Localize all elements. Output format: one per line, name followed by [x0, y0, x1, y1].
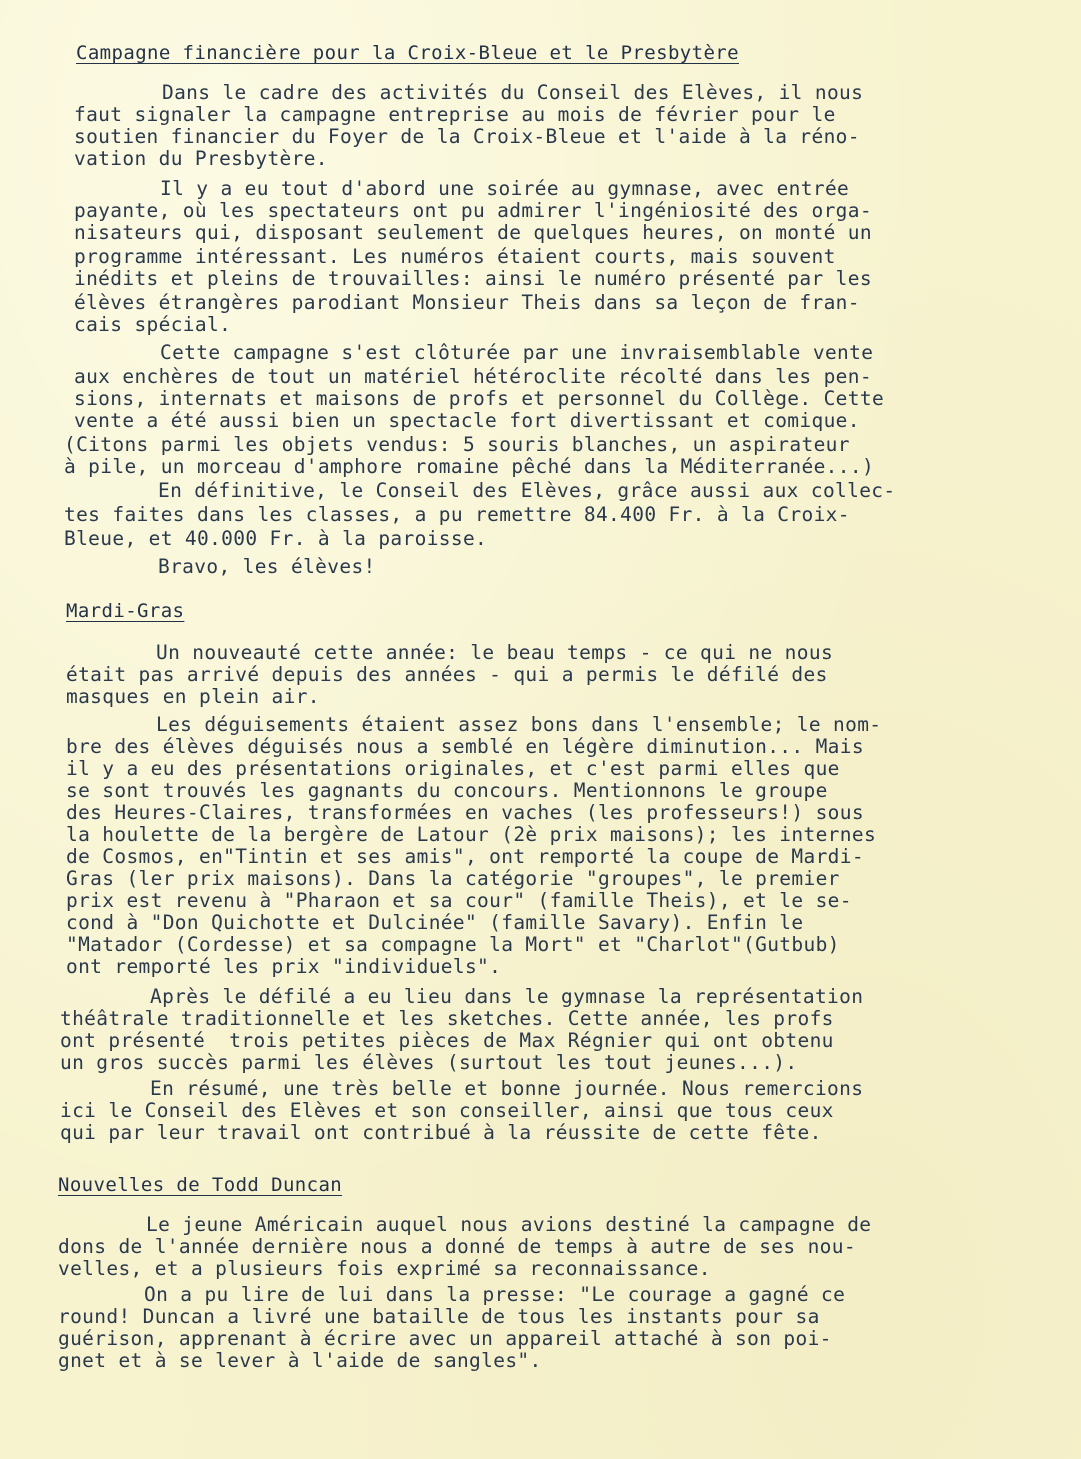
text-line: à pile, un morceau d'amphore romaine pêché dans la Méditerranée...) — [64, 455, 875, 478]
text-line: (Citons parmi les objets vendus: 5 souris blanches, un aspirateur — [64, 433, 850, 456]
text-line: En définitive, le Conseil des Elèves, grâce aussi aux collec- — [158, 479, 896, 502]
text-line: faut signaler la campagne entreprise au mois de février pour le — [74, 103, 836, 126]
text-line: Bravo, les élèves! — [158, 555, 376, 578]
text-line: ont remporté les prix "individuels". — [66, 955, 502, 978]
text-line: il y a eu des présentations originales, et c'est parmi elles que — [66, 757, 840, 780]
text-line: se sont trouvés les gagnants du concours. Mentionnons le groupe — [66, 779, 828, 802]
text-line: En résumé, une très belle et bonne journée. Nous remercions — [150, 1077, 864, 1100]
text-line: gnet et à se lever à l'aide de sangles". — [58, 1349, 542, 1372]
text-line: la houlette de la bergère de Latour (2è prix maisons); les internes — [66, 823, 877, 846]
section-heading-todd-duncan: Nouvelles de Todd Duncan — [58, 1174, 343, 1196]
text-line: tes faites dans les classes, a pu remettre 84.400 Fr. à la Croix- — [64, 503, 850, 526]
text-line: bre des élèves déguisés nous a semblé en légère diminution... Mais — [66, 735, 864, 758]
text-line: inédits et pleins de trouvailles: ainsi le numéro présenté par les — [74, 267, 872, 290]
text-line: sions, internats et maisons de profs et personnel du Collège. Cette — [74, 387, 885, 410]
text-line: Il y a eu tout d'abord une soirée au gymnase, avec entrée — [160, 177, 850, 200]
text-line: était pas arrivé depuis des années - qui a permis le défilé des — [66, 663, 828, 686]
text-line: élèves étrangères parodiant Monsieur Theis dans sa leçon de fran- — [74, 291, 860, 314]
text-line: Le jeune Américain auquel nous avions destiné la campagne de — [146, 1213, 872, 1236]
text-line: nisateurs qui, disposant seulement de quelques heures, on monté un — [74, 221, 872, 244]
text-line: vente a été aussi bien un spectacle fort divertissant et comique. — [74, 409, 860, 432]
text-line: qui par leur travail ont contribué à la réussite de cette fête. — [60, 1121, 822, 1144]
text-line: payante, où les spectateurs ont pu admirer l'ingéniosité des orga- — [74, 199, 872, 222]
text-line: de Cosmos, en"Tintin et ses amis", ont remporté la coupe de Mardi- — [66, 845, 864, 868]
text-line: soutien financier du Foyer de la Croix-Bleue et l'aide à la réno- — [74, 125, 860, 148]
text-line: vation du Presbytère. — [74, 147, 328, 170]
text-line: théâtrale traditionnelle et les sketches. Cette année, les profs — [60, 1007, 834, 1030]
text-line: masques en plein air. — [66, 685, 320, 708]
text-line: Bleue, et 40.000 Fr. à la paroisse. — [64, 527, 488, 550]
text-line: aux enchères de tout un matériel hétéroclite récolté dans les pen- — [74, 365, 872, 388]
text-line: dons de l'année dernière nous a donné de temps à autre de ses nou- — [58, 1235, 856, 1258]
text-line: ici le Conseil des Elèves et son conseiller, ainsi que tous ceux — [60, 1099, 834, 1122]
text-line: Un nouveauté cette année: le beau temps - ce qui ne nous — [156, 641, 834, 664]
text-line: un gros succès parmi les élèves (surtout les tout jeunes...). — [60, 1051, 798, 1074]
text-line: Cette campagne s'est clôturée par une invraisemblable vente — [160, 341, 874, 364]
text-line: On a pu lire de lui dans la presse: "Le courage a gagné ce — [144, 1283, 846, 1306]
text-line: ont présenté trois petites pièces de Max Régnier qui ont obtenu — [60, 1029, 834, 1052]
text-line: velles, et a plusieurs fois exprimé sa reconnaissance. — [58, 1257, 711, 1280]
text-line: programme intéressant. Les numéros étaient courts, mais souvent — [74, 245, 836, 268]
section-heading-mardi-gras: Mardi-Gras — [66, 600, 185, 622]
text-line: Gras (ler prix maisons). Dans la catégorie "groupes", le premier — [66, 867, 840, 890]
text-line: Les déguisements étaient assez bons dans l'ensemble; le nom- — [156, 713, 882, 736]
text-line: round! Duncan a livré une bataille de tous les instants pour sa — [58, 1305, 820, 1328]
text-line: "Matador (Cordesse) et sa compagne la Mort" et "Charlot"(Gutbub) — [66, 933, 840, 956]
section-heading-campagne: Campagne financière pour la Croix-Bleue et le Presbytère — [76, 42, 739, 64]
text-line: des Heures-Claires, transformées en vaches (les professeurs!) sous — [66, 801, 864, 824]
text-line: Dans le cadre des activités du Conseil des Elèves, il nous — [162, 81, 864, 104]
text-line: cais spécial. — [74, 313, 232, 336]
text-line: cond à "Don Quichotte et Dulcinée" (famille Savary). Enfin le — [66, 911, 804, 934]
text-line: guérison, apprenant à écrire avec un appareil attaché à son poi- — [58, 1327, 832, 1350]
text-line: Après le défilé a eu lieu dans le gymnase la représentation — [150, 985, 864, 1008]
text-line: prix est revenu à "Pharaon et sa cour" (famille Theis), et le se- — [66, 889, 852, 912]
